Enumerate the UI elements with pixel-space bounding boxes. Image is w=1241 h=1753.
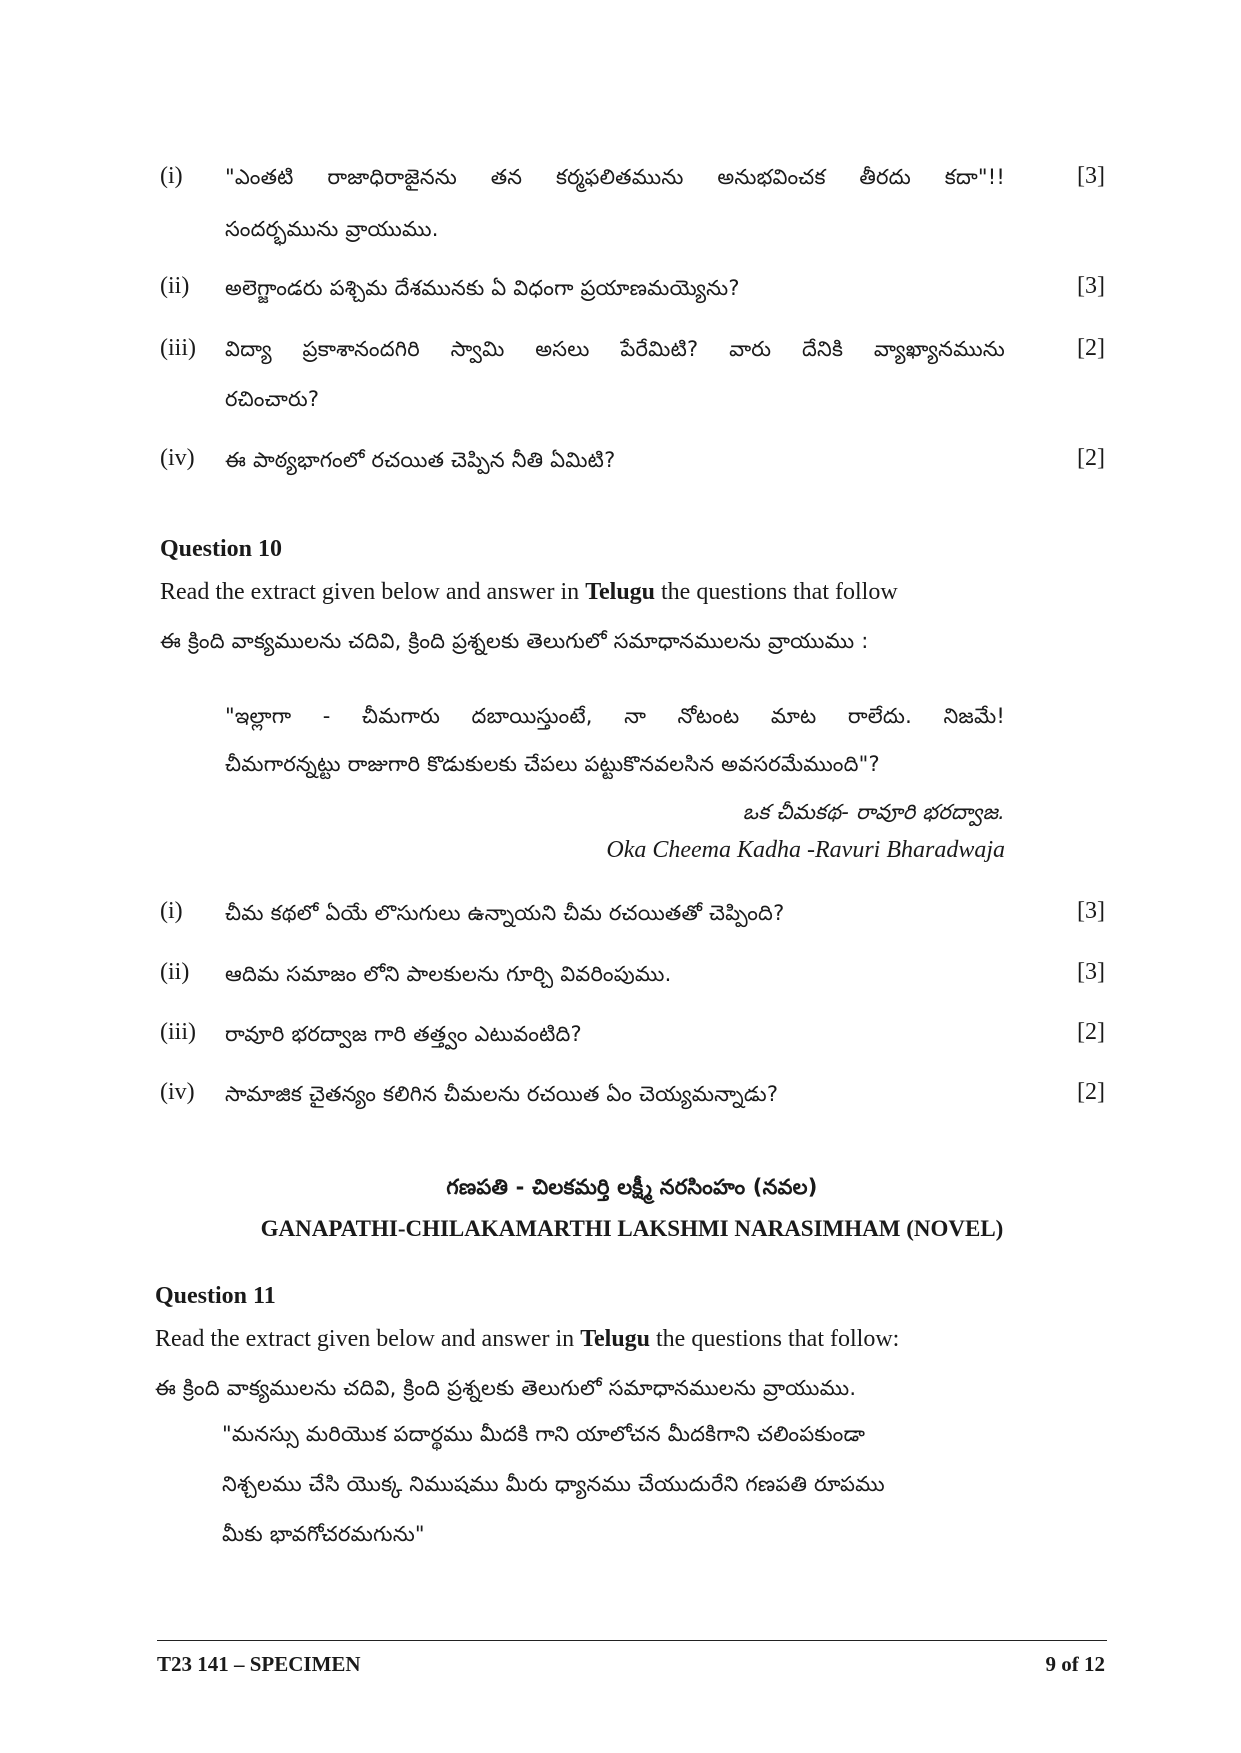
q11-extract-line-3: మీకు భావగోచరమగును"	[222, 1522, 425, 1546]
q10-heading: Question 10	[160, 536, 283, 562]
q10-item-1-marks: [3]	[1077, 898, 1105, 924]
q11-instruction: Read the extract given below and answer in Telugu the questions that follow:	[155, 1326, 900, 1352]
q10-extract-line-1: "ఇల్లాగా - చీమగారు దబాయిస్తుంటే, నా నోటంట మాట రాలేదు. నిజమే!	[225, 704, 1005, 728]
q10-item-2-number: (ii)	[160, 959, 190, 985]
q10-item-1-number: (i)	[160, 898, 183, 924]
q9-item-3-text: విద్యా ప్రకాశానందగిరి స్వామి అసలు పేరేమిటి? వారు దేనికి వ్యాఖ్యానమును	[225, 337, 1005, 361]
q9-item-1-number: (i)	[160, 163, 183, 189]
q10-item-4-number: (iv)	[160, 1079, 195, 1105]
footer-page-number: 9 of 12	[1045, 1652, 1105, 1676]
q10-instruction: Read the extract given below and answer in Telugu the questions that follow	[160, 579, 898, 605]
q10-item-2-marks: [3]	[1077, 959, 1105, 985]
q10-instruction-telugu: ఈ క్రింది వాక్యములను చదివి, క్రింది ప్రశ్నలకు తెలుగులో సమాధానములను వ్రాయుము :	[160, 629, 869, 653]
section-title-english: GANAPATHI-CHILAKAMARTHI LAKSHMI NARASIMHAM (NOVEL)	[260, 1216, 1004, 1241]
q9-item-1-text: "ఎంతటి రాజాధిరాజైనను తన కర్మఫలితమును అనుభవించక తీరదు కదా"!!	[225, 165, 1005, 189]
q11-instruction-telugu: ఈ క్రింది వాక్యములను చదివి, క్రింది ప్రశ్నలకు తెలుగులో సమాధానములను వ్రాయుము.	[155, 1376, 857, 1400]
q11-extract-line-1: "మనస్సు మరియొక పదార్థము మీదకి గాని యాలోచన మీదకిగాని చలింపకుండా	[222, 1422, 866, 1446]
q10-item-3-text: రావూరి భరద్వాజ గారి తత్త్వం ఎటువంటిది?	[225, 1022, 582, 1046]
q9-item-2-marks: [3]	[1077, 273, 1105, 299]
q9-item-4-text: ఈ పాఠ్యభాగంలో రచయిత చెప్పిన నీతి ఏమిటి?	[225, 448, 616, 472]
q9-item-2-number: (ii)	[160, 273, 190, 299]
q9-item-2-text: అలెగ్జాండరు పశ్చిమ దేశమునకు ఏ విధంగా ప్రయాణమయ్యెను?	[225, 276, 740, 300]
q9-item-4-number: (iv)	[160, 445, 195, 471]
q11-heading: Question 11	[155, 1283, 276, 1309]
footer-paper-code: T23 141 – SPECIMEN	[157, 1652, 361, 1676]
q10-item-4-text: సామాజిక చైతన్యం కలిగిన చీమలను రచయిత ఏం చెయ్యమన్నాడు?	[225, 1082, 779, 1106]
q10-item-2-text: ఆదిమ సమాజం లోని పాలకులను గూర్చి వివరింపుము.	[225, 962, 672, 986]
q11-extract-line-2: నిశ్చలము చేసి యొక్క నిముషము మీరు ధ్యానము చేయుదురేని గణపతి రూపము	[222, 1472, 885, 1496]
q10-item-3-marks: [2]	[1077, 1019, 1105, 1045]
q10-item-4-marks: [2]	[1077, 1079, 1105, 1105]
q10-extract-line-2: చీమగారన్నట్టు రాజుగారి కొడుకులకు చేపలు పట్టుకొనవలసిన అవసరమేముంది"?	[225, 752, 880, 776]
q9-item-3-marks: [2]	[1077, 335, 1105, 361]
q9-item-4-marks: [2]	[1077, 445, 1105, 471]
q9-item-3-text-cont: రచించారు?	[225, 387, 320, 411]
q9-item-3-number: (iii)	[160, 335, 196, 361]
q10-item-1-text: చీమ కథలో ఏయే లొసుగులు ఉన్నాయని చీమ రచయితతో చెప్పింది?	[225, 901, 785, 925]
q10-source-english: Oka Cheema Kadha -Ravuri Bharadwaja	[606, 837, 1005, 863]
q10-item-3-number: (iii)	[160, 1019, 196, 1045]
section-title-telugu: గణపతి - చిలకమర్తి లక్ష్మీ నరసింహం (నవల)	[446, 1175, 818, 1199]
footer-divider	[157, 1640, 1107, 1641]
q9-item-1-marks: [3]	[1077, 163, 1105, 189]
q9-item-1-text-cont: సందర్భమును వ్రాయుము.	[225, 217, 439, 241]
q10-source-telugu: ఒక చీమకథ- రావూరి భరద్వాజ.	[742, 800, 1005, 824]
